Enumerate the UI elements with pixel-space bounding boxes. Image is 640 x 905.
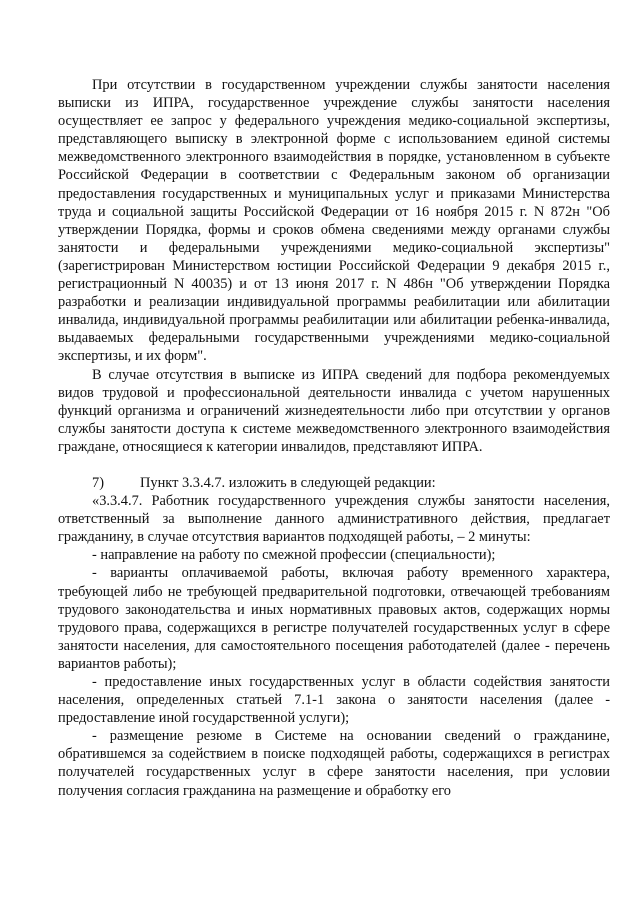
paragraph-ipra-missing-data: В случае отсутствия в выписке из ИПРА сведений для подбора рекомендуемых видов трудовой и профессиональной деятельности инвалида с учетом нарушенных функций организма и ограничений жизнедеятельности либо при отсутствии у органов службы занятости доступа к системе межведомственного электронного взаимодействия граждане, относящиеся к категории инвалидов, представляют ИПРА.: [58, 366, 610, 455]
item-text: Пункт 3.3.4.7. изложить в следующей редакции:: [140, 474, 436, 491]
list-item-paid-work-options: - варианты оплачиваемой работы, включая работу временного характера, требующей либо не требующей предварительной подготовки, отвечающей требованиям трудового законодательства и иных нормативных правовых актов, содержащих нормы трудового права, содержащихся в регистре получателей государственных услуг в сфере занятости населения, для самостоятельного посещения работодателей (далее - перечень вариантов работы);: [58, 565, 610, 672]
list-item-other-services: - предоставление иных государственных услуг в области содействия занятости населения, определенных статьей 7.1-1 закона о занятости населения (далее - предоставление иной государственной услуги);: [58, 674, 610, 727]
numbered-item-7: [58, 474, 610, 492]
paragraph-spacer: [58, 456, 610, 474]
list-item-related-profession: - направление на работу по смежной профессии (специальности);: [92, 547, 496, 564]
paragraph-ipra-request: При отсутствии в государственном учреждении службы занятости населения выписки из ИПРА, государственное учреждение службы занятости населения осуществляет ее запрос у федерального учреждения медико-социальной экспертизы, представляющего выписку в электронной форме с использованием единой системы межведомственного электронного взаимодействия в порядке, установленном в субъекте Российской Федерации в соответствии с Федеральным законом об организации предоставления государственных и муниципальных услуг и приказами Министерства труда и социальной защиты Российской Федерации от 16 ноября 2015 г. N 872н "Об утверждении Порядка, формы и сроков обмена сведениями между органами службы занятости и федеральными учреждениями медико-социальной экспертизы" (зарегистрирован Министерством юстиции Российской Федерации 9 декабря 2015 г., регистрационный N 40035) и от 13 июня 2017 г. N 486н "Об утверждении Порядка разработки и реализации индивидуальной программы реабилитации или абилитации инвалида, индивидуальной программы реабилитации или абилитации ребенка-инвалида, выдаваемых федеральными государственными учреждениями медико-социальной экспертизы, и их форм".: [58, 77, 610, 365]
list-item-resume-placement: - размещение резюме в Системе на основании сведений о гражданине, обратившемся за содействием в поиске подходящей работы, содержащихся в регистрах получателей государственных услуг в сфере занятости населения, при условии получения согласия гражданина на размещение и обработку его: [58, 728, 610, 799]
paragraph-3-3-4-7: «3.3.4.7. Работник государственного учреждения службы занятости населения, ответственный за выполнение данного административного действия, предлагает гражданину, в случае отсутствия вариантов подходящей работы, – 2 минуты:: [58, 493, 610, 546]
document-page: [58, 76, 610, 800]
item-number: 7): [92, 474, 104, 491]
